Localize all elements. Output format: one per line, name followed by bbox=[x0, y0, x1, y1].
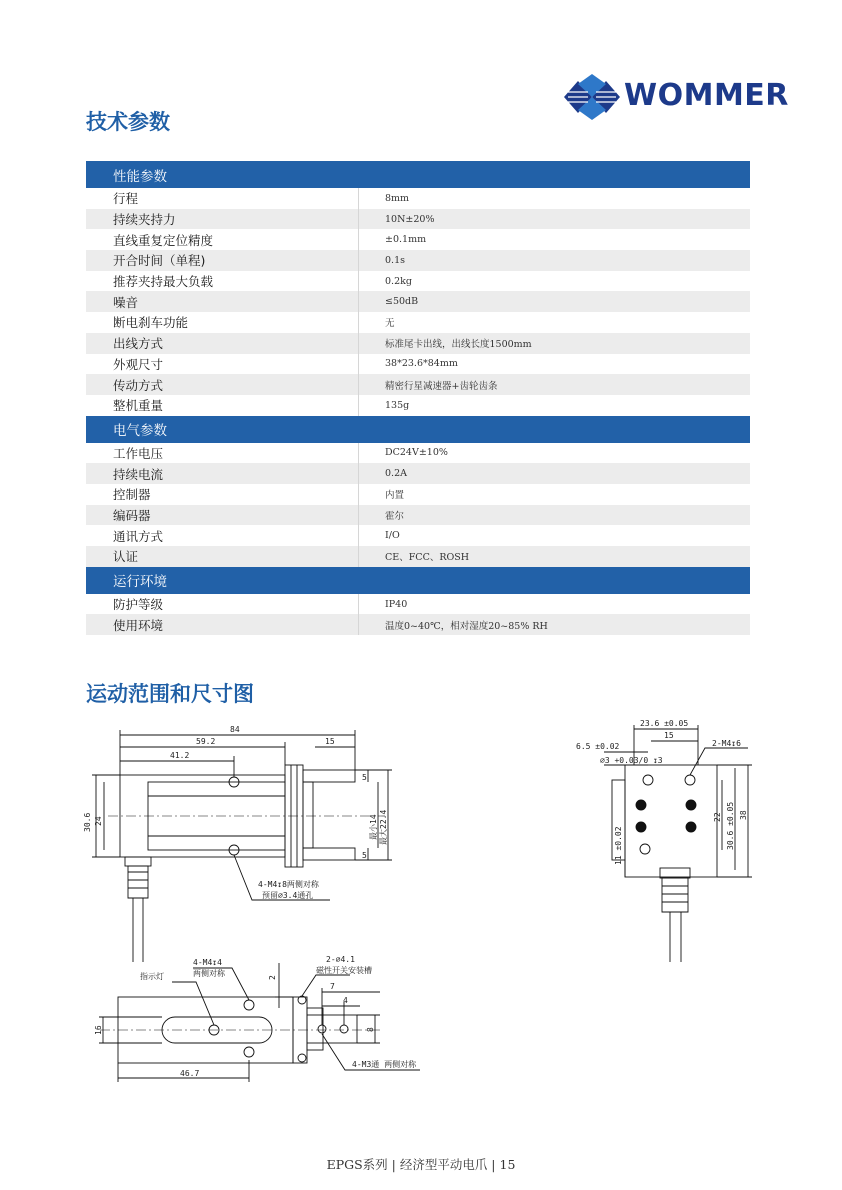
dim-5-top: 5 bbox=[362, 773, 367, 782]
spec-label: 通讯方式 bbox=[86, 525, 359, 546]
spec-label: 开合时间（单程) bbox=[86, 250, 359, 271]
section-title-motion-range: 运动范围和尺寸图 bbox=[86, 682, 254, 706]
dim-8: 8 bbox=[366, 1027, 375, 1032]
note-thru-hole: 预留⌀3.4通孔 bbox=[262, 891, 314, 900]
finger-top bbox=[303, 770, 355, 782]
spec-label: 直线重复定位精度 bbox=[86, 229, 359, 250]
dim-38: 38 bbox=[739, 810, 748, 820]
note-m3: 4-M3通 两侧对称 bbox=[352, 1060, 417, 1069]
spec-value: 135g bbox=[359, 395, 751, 416]
dim-min-14: 最小14 bbox=[369, 814, 378, 840]
spec-label: 认证 bbox=[86, 546, 359, 567]
dim-phi3: ⌀3 +0.03/0 ↧3 bbox=[600, 756, 663, 765]
spec-value: 0.1s bbox=[359, 250, 751, 271]
spec-label: 出线方式 bbox=[86, 333, 359, 354]
section-title-tech-params: 技术参数 bbox=[86, 110, 170, 134]
spec-value: 0.2A bbox=[359, 463, 751, 484]
dim-6-5: 6.5 ±0.02 bbox=[576, 742, 620, 751]
spec-value: 38*23.6*84mm bbox=[359, 354, 751, 375]
spec-value: 精密行星减速器+齿轮齿条 bbox=[359, 374, 751, 395]
label-indicator: 指示灯 bbox=[140, 972, 164, 981]
spec-label: 噪音 bbox=[86, 291, 359, 312]
spec-value: I/O bbox=[359, 525, 751, 546]
brand-name: WOMMER bbox=[624, 78, 789, 113]
spec-value: 0.2kg bbox=[359, 271, 751, 292]
dim-11: 11 ±0.02 bbox=[614, 826, 623, 865]
page-footer: EPGS系列 | 经济型平动电爪 | 15 bbox=[326, 1157, 516, 1172]
dim-24: 24 bbox=[94, 816, 103, 826]
dim-2: 2 bbox=[268, 975, 277, 980]
note-m4-8: 4-M4↧8两侧对称 bbox=[258, 880, 319, 889]
dim-2-m4-6: 2-M4↧6 bbox=[712, 739, 741, 748]
spec-value: IP40 bbox=[359, 594, 751, 615]
spec-value: 温度0~40℃，相对湿度20~85% RH bbox=[359, 614, 751, 635]
spec-label: 编码器 bbox=[86, 505, 359, 526]
spec-value: 8mm bbox=[359, 188, 751, 209]
spec-label: 使用环境 bbox=[86, 614, 359, 635]
spec-value: DC24V±10% bbox=[359, 443, 751, 464]
dim-15: 15 bbox=[325, 737, 335, 746]
spec-label: 工作电压 bbox=[86, 443, 359, 464]
dim-4: 4 bbox=[343, 996, 348, 1005]
dim-84: 84 bbox=[230, 725, 240, 734]
dim-15b: 15 bbox=[664, 731, 674, 740]
dim-30-6b: 30.6 ±0.05 bbox=[726, 801, 735, 850]
label-sensor-slot: 磁性开关安装槽 bbox=[316, 966, 372, 975]
spec-label: 传动方式 bbox=[86, 374, 359, 395]
spec-label: 断电刹车功能 bbox=[86, 312, 359, 333]
spec-label: 推荐夹持最大负载 bbox=[86, 271, 359, 292]
spec-label: 持续电流 bbox=[86, 463, 359, 484]
finger-bottom bbox=[303, 848, 355, 860]
spec-label: 行程 bbox=[86, 188, 359, 209]
note-both-sides: 两侧对称 bbox=[193, 969, 225, 978]
spec-label: 持续夹持力 bbox=[86, 209, 359, 230]
dim-7: 7 bbox=[330, 982, 335, 991]
spec-label: 外观尺寸 bbox=[86, 354, 359, 375]
spec-value: CE、FCC、ROSH bbox=[359, 546, 751, 567]
spec-label: 控制器 bbox=[86, 484, 359, 505]
spec-value: ≤50dB bbox=[359, 291, 751, 312]
spec-value: 内置 bbox=[359, 484, 751, 505]
dim-16: 16 bbox=[94, 1025, 103, 1035]
spec-label: 防护等级 bbox=[86, 594, 359, 615]
dim-41-2: 41.2 bbox=[170, 751, 190, 760]
side-view-body bbox=[625, 765, 717, 877]
dim-23-6: 23.6 ±0.05 bbox=[640, 719, 689, 728]
spec-group-title: 性能参数 bbox=[86, 161, 750, 188]
note-phi-4-1: 2-⌀4.1 bbox=[326, 955, 355, 964]
dim-46-7: 46.7 bbox=[180, 1069, 200, 1078]
spec-value: 标准尾卡出线，出线长度1500mm bbox=[359, 333, 751, 354]
dim-max-22-4: 最大22.4 bbox=[379, 809, 388, 845]
dim-30-6: 30.6 bbox=[83, 812, 92, 832]
spec-value: ±0.1mm bbox=[359, 229, 751, 250]
dim-22: 22 bbox=[713, 812, 722, 822]
spec-value: 无 bbox=[359, 312, 751, 333]
spec-group-title: 电气参数 bbox=[86, 416, 750, 443]
spec-value: 霍尔 bbox=[359, 505, 751, 526]
spec-group-title: 运行环境 bbox=[86, 567, 750, 594]
note-m4-4: 4-M4↧4 bbox=[193, 958, 222, 967]
spec-value: 10N±20% bbox=[359, 209, 751, 230]
dim-59-2: 59.2 bbox=[196, 737, 216, 746]
dim-5-bottom: 5 bbox=[362, 851, 367, 860]
spec-label: 整机重量 bbox=[86, 395, 359, 416]
